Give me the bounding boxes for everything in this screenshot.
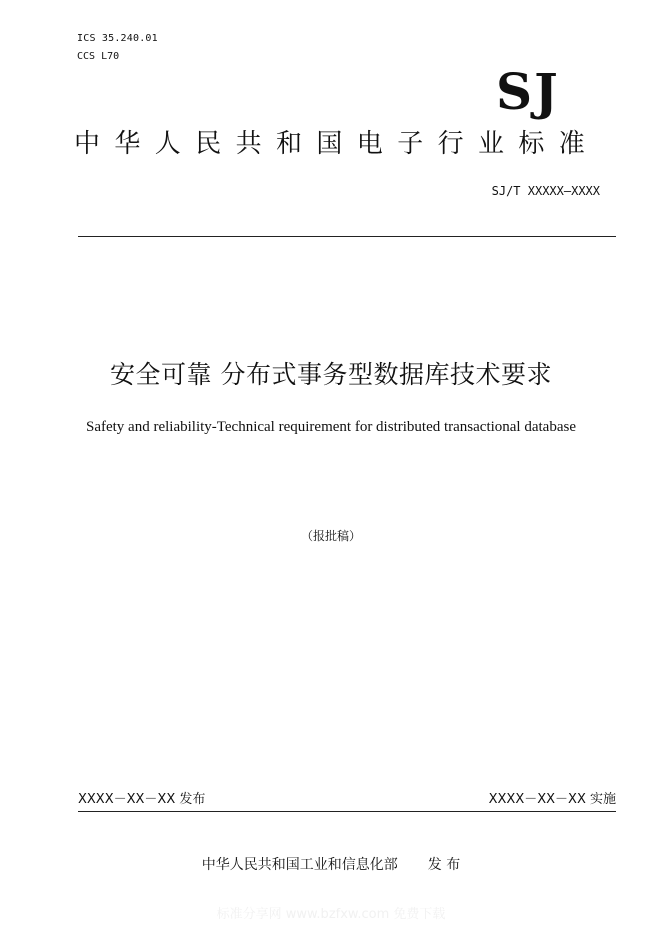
ccs-code: CCS L70 bbox=[77, 51, 120, 62]
issuer-name: 中华人民共和国工业和信息化部 bbox=[201, 857, 398, 873]
watermark: 标准分享网 www.bzfxw.com 免费下载 bbox=[216, 907, 446, 922]
implementation-date: XXXX－XX－XX 实施 bbox=[488, 792, 616, 807]
title-english: Safety and reliability-Technical requirement for distributed transactional database bbox=[85, 419, 576, 435]
standard-organization: 中华人民共和国电子行业标准 bbox=[74, 129, 600, 159]
header-divider bbox=[78, 236, 616, 237]
issue-date: XXXX－XX－XX 发布 bbox=[78, 792, 206, 807]
draft-status: （报批稿） bbox=[300, 529, 361, 543]
issuer-line bbox=[0, 854, 662, 876]
footer-divider bbox=[78, 811, 616, 812]
standard-code: SJ/T XXXXX—XXXX bbox=[491, 184, 600, 198]
title-chinese: 安全可靠 分布式事务型数据库技术要求 bbox=[110, 360, 552, 389]
issuer-action: 发 布 bbox=[427, 857, 461, 873]
ics-code: ICS 35.240.01 bbox=[77, 33, 158, 44]
sj-logo: SJ bbox=[496, 62, 560, 121]
